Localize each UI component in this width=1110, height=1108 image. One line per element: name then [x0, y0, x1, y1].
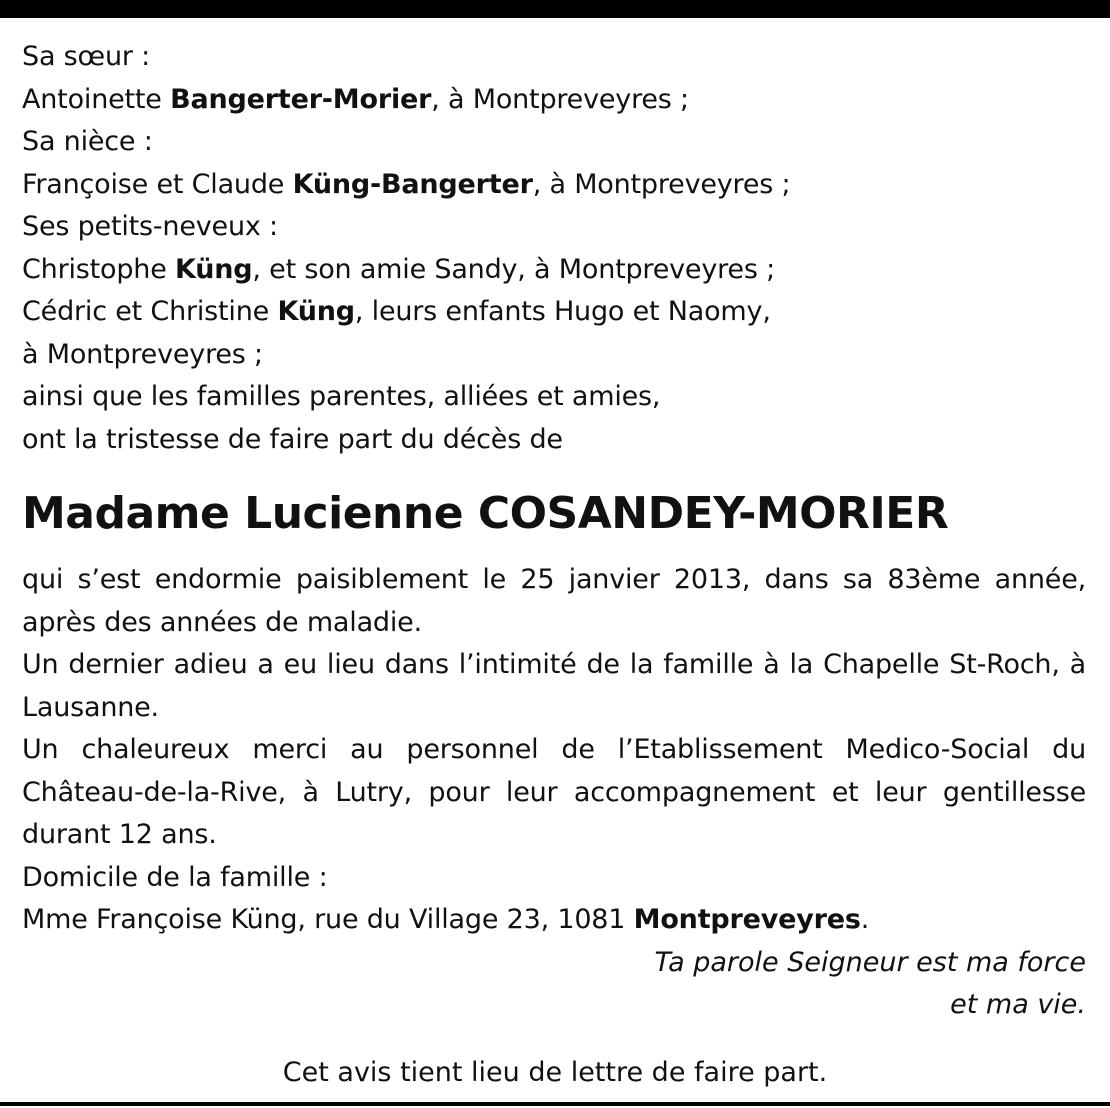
family-line-8: à Montpreveyres ;: [22, 338, 263, 370]
closing-note: Cet avis tient lieu de lettre de faire part.: [282, 1057, 828, 1088]
family-line-10: ont la tristesse de faire part du décès de: [22, 423, 563, 455]
body-paragraph-2: Un dernier adieu a eu lieu dans l’intimité de la famille à la Chapelle St-Roch, à Lausanne.: [22, 649, 1086, 723]
body-paragraph-3: Un chaleureux merci au personnel de l’Etablissement Medico-Social du Château-de-la-Rive, à Lutry, pour leur accompagnement et leur gentillesse durant 12 ans.: [22, 734, 1086, 850]
family-name-bold: Küng: [277, 296, 355, 327]
verse-line-2: et ma vie.: [950, 989, 1086, 1020]
family-name-bold: Küng: [174, 253, 253, 285]
family-address: Mme Françoise Küng, rue du Village 23, 1081 Montpreveyres.: [22, 904, 870, 935]
family-name-bold: Bangerter-Morier: [170, 83, 432, 115]
domicile-label: Domicile de la famille :: [22, 861, 328, 893]
family-line-7: Cédric et Christine Küng, leurs enfants Hugo et Naomy,: [22, 296, 771, 327]
address-town-bold: Montpreveyres: [633, 904, 861, 935]
verse-line-1: Ta parole Seigneur est ma force: [654, 946, 1086, 978]
top-rule: [0, 0, 1110, 18]
family-line-6: Christophe Küng, et son amie Sandy, à Montpreveyres ;: [22, 253, 775, 285]
bottom-rule: [0, 1102, 1110, 1106]
family-line-3: Sa nièce :: [22, 126, 153, 157]
deceased-name: Madame Lucienne COSANDEY-MORIER: [22, 488, 949, 539]
family-name-bold: Küng-Bangerter: [292, 168, 533, 200]
family-line-4: Françoise et Claude Küng-Bangerter, à Montpreveyres ;: [22, 168, 791, 200]
family-line-2: Antoinette Bangerter-Morier, à Montpreveyres ;: [22, 83, 689, 115]
family-line-9: ainsi que les familles parentes, alliées et amies,: [22, 381, 661, 412]
obituary-notice: [22, 36, 1086, 1027]
family-line-5: Ses petits-neveux :: [22, 211, 278, 242]
family-line-1: Sa sœur :: [22, 41, 151, 72]
body-paragraph-1: qui s’est endormie paisiblement le 25 janvier 2013, dans sa 83ème année, après des années de maladie.: [22, 564, 1086, 638]
